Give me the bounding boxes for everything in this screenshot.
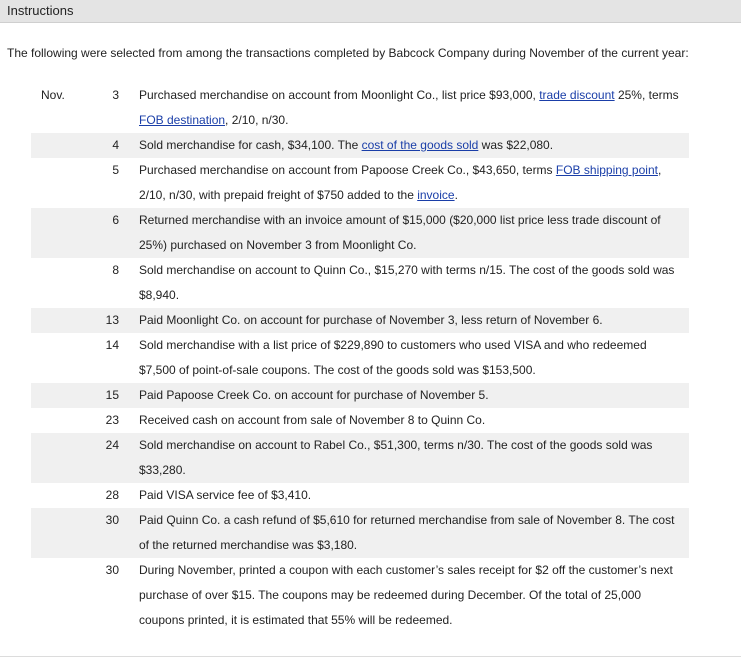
description-text: Sold merchandise on account to Rabel Co., $51,300, terms n/30. The cost of the goods sold was $33,280. bbox=[139, 438, 653, 477]
instructions-header bbox=[0, 0, 741, 23]
transaction-row bbox=[31, 433, 689, 483]
transaction-row bbox=[31, 133, 689, 158]
transaction-month bbox=[31, 133, 91, 158]
transaction-description bbox=[139, 483, 689, 508]
transaction-row bbox=[31, 83, 689, 133]
glossary-link[interactable]: trade discount bbox=[539, 88, 615, 102]
description-text: 25%, terms bbox=[614, 88, 679, 102]
description-text: Sold merchandise with a list price of $229,890 to customers who used VISA and who redeemed $7,500 of point-of-sale coupons. The cost of the goods sold was $153,500. bbox=[139, 338, 647, 377]
transaction-day: 28 bbox=[105, 488, 119, 502]
transaction-row bbox=[31, 383, 689, 408]
transaction-month bbox=[31, 383, 91, 408]
transaction-row bbox=[31, 483, 689, 508]
transaction-day: 6 bbox=[91, 208, 139, 258]
description-text: , 2/10, n/30, with prepaid freight of $750 added to the bbox=[139, 163, 662, 202]
intro-text: The following were selected from among the transactions completed by Babcock Company during November of the current year: bbox=[7, 46, 689, 60]
description-text: . bbox=[454, 188, 458, 202]
transaction-month bbox=[31, 158, 91, 208]
transaction-day: 30 bbox=[91, 508, 139, 558]
description-text: Purchased merchandise on account from Moonlight Co., list price $93,000, bbox=[139, 88, 540, 102]
description-text: , 2/10, n/30. bbox=[225, 113, 289, 127]
description-text: Paid VISA service fee of $3,410. bbox=[139, 488, 312, 502]
transaction-month bbox=[31, 208, 91, 258]
transaction-month bbox=[31, 308, 91, 333]
transaction-row bbox=[31, 158, 689, 208]
transaction-description bbox=[139, 308, 689, 333]
transaction-description bbox=[139, 508, 689, 558]
description-text: Paid Papoose Creek Co. on account for purchase of November 5. bbox=[139, 388, 489, 402]
transaction-description bbox=[139, 158, 689, 208]
transaction-day: 3 bbox=[112, 88, 119, 102]
description-text: Sold merchandise on account to Quinn Co., $15,270 with terms n/15. The cost of the goods sold was $8,940. bbox=[139, 263, 675, 302]
transaction-description bbox=[139, 408, 689, 433]
transaction-month bbox=[31, 433, 91, 483]
transaction-description bbox=[139, 258, 689, 308]
transaction-month bbox=[31, 558, 91, 633]
transaction-description bbox=[139, 83, 689, 133]
transaction-row bbox=[31, 508, 689, 558]
transaction-day: 15 bbox=[91, 383, 139, 408]
transaction-row bbox=[31, 208, 689, 258]
transaction-row bbox=[31, 558, 689, 633]
transaction-day: 23 bbox=[105, 413, 119, 427]
transaction-description bbox=[139, 433, 689, 483]
description-text: Paid Quinn Co. a cash refund of $5,610 for returned merchandise from sale of November 8. The cost of the returned merchandise was $3,180. bbox=[139, 513, 675, 552]
description-text: During November, printed a coupon with each customer’s sales receipt for $2 off the customer’s next purchase of over $15. The coupons may be redeemed during December. Of the total of 25,000 coupons printed, it is estimated that 55% will be redeemed. bbox=[139, 563, 673, 627]
description-text: Received cash on account from sale of November 8 to Quinn Co. bbox=[139, 413, 486, 427]
transaction-row bbox=[31, 408, 689, 433]
glossary-link[interactable]: FOB destination bbox=[139, 113, 226, 127]
transaction-month bbox=[31, 508, 91, 558]
transaction-day: 30 bbox=[105, 563, 119, 577]
description-text: Sold merchandise for cash, $34,100. The bbox=[139, 138, 362, 152]
transaction-month bbox=[31, 408, 91, 433]
transaction-description bbox=[139, 383, 689, 408]
transaction-day: 8 bbox=[112, 263, 119, 277]
description-text: Paid Moonlight Co. on account for purchase of November 3, less return of November 6. bbox=[139, 313, 603, 327]
transaction-description bbox=[139, 208, 689, 258]
transaction-description bbox=[139, 558, 689, 633]
transaction-month: Nov. bbox=[41, 88, 65, 102]
transaction-day: 13 bbox=[91, 308, 139, 333]
header-title: Instructions bbox=[7, 3, 74, 18]
transaction-day: 5 bbox=[112, 163, 119, 177]
description-text: Returned merchandise with an invoice amount of $15,000 ($20,000 list price less trade discount of 25%) purchased on November 3 from Moonlight Co. bbox=[139, 213, 661, 252]
transactions-table bbox=[31, 83, 689, 633]
description-text: was $22,080. bbox=[478, 138, 554, 152]
transaction-day: 24 bbox=[91, 433, 139, 483]
transaction-row bbox=[31, 258, 689, 308]
transaction-row bbox=[31, 333, 689, 383]
transaction-day: 4 bbox=[91, 133, 139, 158]
transaction-month bbox=[31, 333, 91, 383]
transaction-month bbox=[31, 483, 91, 508]
description-text: Purchased merchandise on account from Papoose Creek Co., $43,650, terms bbox=[139, 163, 556, 177]
transaction-description bbox=[139, 133, 689, 158]
transaction-month bbox=[31, 258, 91, 308]
glossary-link[interactable]: cost of the goods sold bbox=[361, 138, 479, 152]
glossary-link[interactable]: FOB shipping point bbox=[555, 163, 658, 177]
transaction-description bbox=[139, 333, 689, 383]
transaction-row bbox=[31, 308, 689, 333]
transaction-day: 14 bbox=[105, 338, 119, 352]
glossary-link[interactable]: invoice bbox=[417, 188, 455, 202]
bottom-divider bbox=[0, 656, 741, 657]
